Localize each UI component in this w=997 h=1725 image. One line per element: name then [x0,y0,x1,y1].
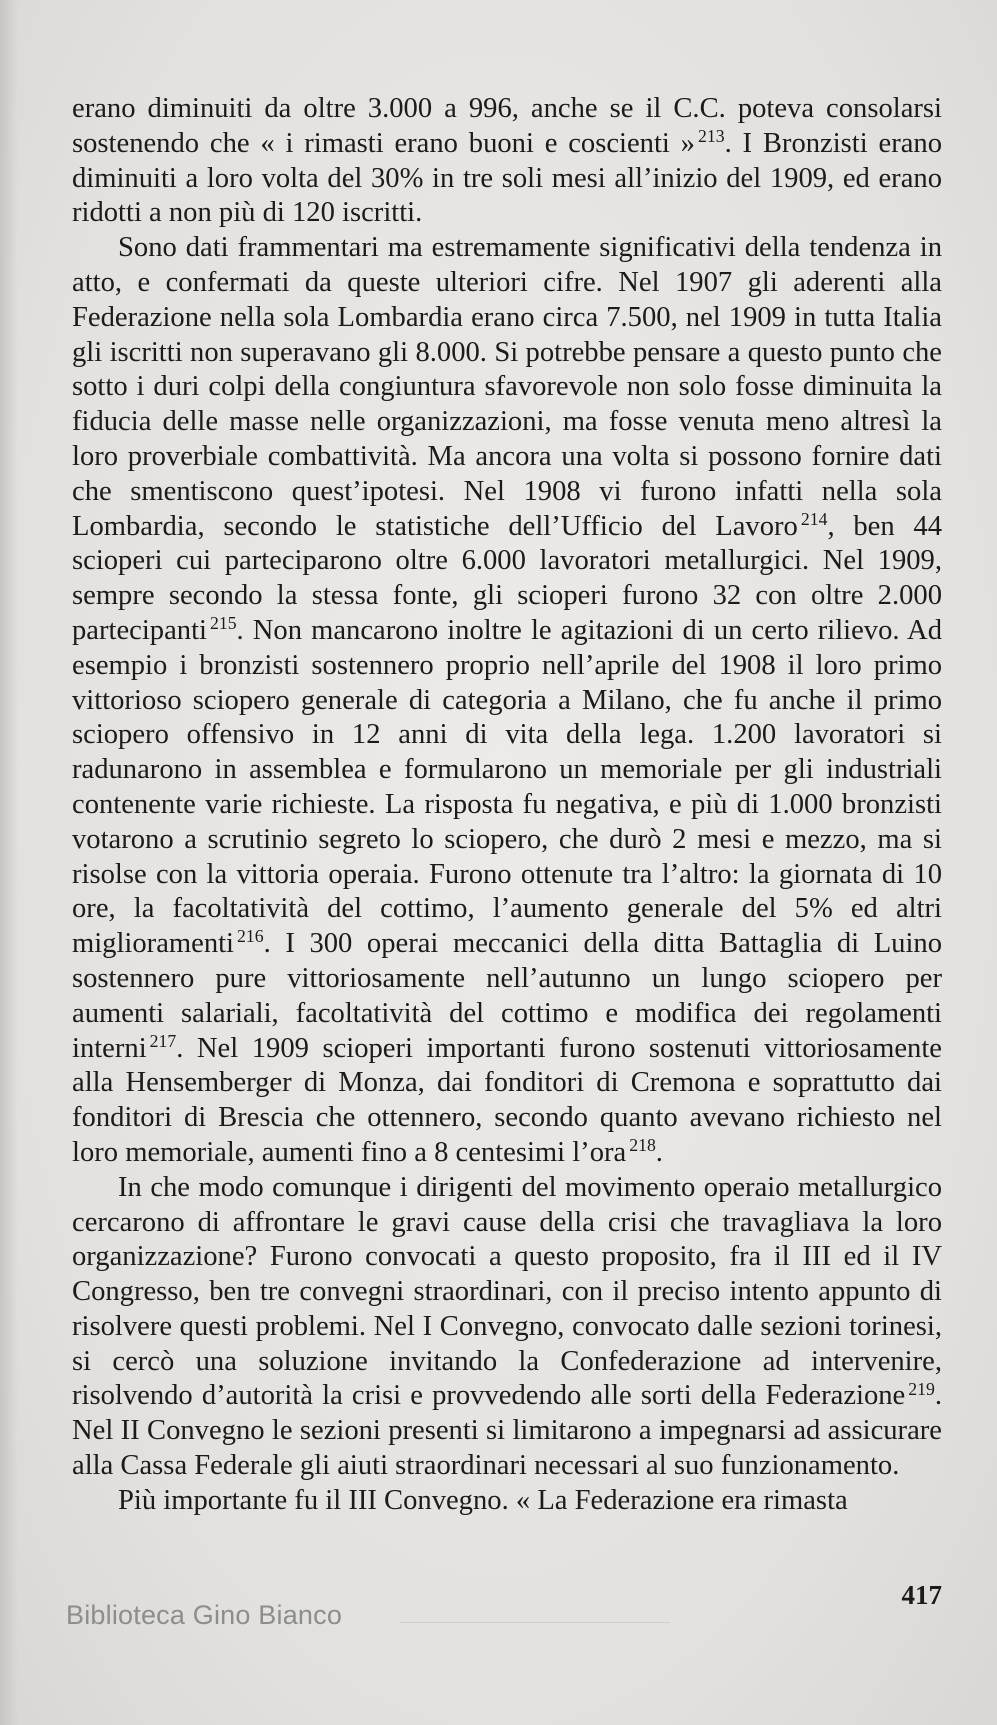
text-run: . Nel 1909 scioperi importanti furono sostenuti vittoriosamente alla Hensemberger di Monza, dai fonditori di Cremona e soprattutto dai fonditori di Brescia che ottennero, secondo quanto avevano richiesto nel loro memoriale, aumenti fino a 8 centesimi l’ora [72,1032,942,1168]
spine-shadow [0,0,18,1725]
text-run: In che modo comunque i dirigenti del movimento operaio metallurgico cercarono di affrontare le gravi cause della crisi che travagliava la loro organizzazione? Furono convocati a questo proposito, fra il III ed il IV Congresso, ben tre convegni straordinari, con il preciso intento appunto di risolvere questi problemi. Nel I Convegno, convocato dalle sezioni torinesi, si cercò una soluzione invitando la Confederazione ad intervenire, risolvendo d’autorità la crisi e provvedendo alle sorti della Federazione [72,1171,942,1412]
paragraph [72,1171,942,1484]
body-text [72,92,942,1519]
footnote-ref: 219 [908,1378,935,1399]
footnote-ref: 215 [209,613,237,634]
paragraph [72,92,942,231]
footnote-ref: 214 [800,508,828,529]
footnote-ref: 216 [237,926,264,947]
footnote-ref: 217 [149,1030,177,1051]
text-run: , ben 44 scioperi cui parteciparono oltre 6.000 lavoratori metallurgici. Nel 1909, sempre secondo la stessa fonte, gli scioperi furono 32 con oltre 2.000 partecipanti [72,510,943,646]
text-run: . I 300 operai meccanici della ditta Battaglia di Luino sostennero pure vittoriosamente nell’autunno un lungo sciopero per aumenti salariali, facoltatività del cottimo e modifica dei regolamenti interni [72,928,942,1064]
text-run: . [655,1136,663,1168]
text-run: . Non mancarono inoltre le agitazioni di un certo rilievo. Ad esempio i bronzisti sostennero proprio nell’aprile del 1908 il loro primo vittorioso sciopero generale di categoria a Milano, che fu anche il primo sciopero offensivo in 12 anni di vita della lega. 1.200 lavoratori si radunarono in assemblea e formularono un memoriale per gli industriali contenente varie richieste. La risposta fu negativa, e più di 1.000 bronzisti votarono a scrutinio segreto lo sciopero, che durò 2 mesi e mezzo, ma si risolse con la vittoria operaia. Furono ottenute tra l’altro: la giornata di 10 ore, la facoltatività del cottimo, l’aumento generale del 5% ed altri miglioramenti [72,614,942,960]
text-run: erano diminuiti da oltre 3.000 a 996, anche se il C.C. poteva consolarsi sostenendo che « i rimasti erano buoni e coscienti » [72,93,942,159]
text-run: . I Bronzisti erano diminuiti a loro volta del 30% in tre soli mesi all’inizio del 1909, ed erano ridotti a non più di 120 iscritti. [72,127,943,229]
footnote-ref: 213 [697,126,725,147]
paragraph [72,1484,942,1519]
watermark-rule [400,1622,670,1623]
text-run: Più importante fu il III Convegno. « La Federazione era rimasta [118,1484,848,1516]
library-watermark: Biblioteca Gino Bianco [66,1600,343,1630]
page-number: 417 [901,1580,942,1610]
text-run: . Nel II Convegno le sezioni presenti si limitarono a impegnarsi ad assicurare alla Cassa Federale gli aiuti straordinari necessari al suo funzionamento. [72,1380,942,1482]
text-run: Sono dati frammentari ma estremamente significativi della tendenza in atto, e confermati da queste ulteriori cifre. Nel 1907 gli aderenti alla Federazione nella sola Lombardia erano circa 7.500, nel 1909 in tutta Italia gli iscritti non superavano gli 8.000. Si potrebbe pensare a questo punto che sotto i duri colpi della congiuntura sfavorevole non solo fosse diminuita la fiducia delle masse nelle organizzazioni, ma fosse venuta meno altresì la loro proverbiale combattività. Ma ancora una volta si possono fornire dati che smentiscono quest’ipotesi. Nel 1908 vi furono infatti nella sola Lombardia, secondo le statistiche dell’Ufficio del Lavoro [72,232,942,542]
footnote-ref: 218 [629,1135,656,1156]
paragraph [72,231,942,1171]
